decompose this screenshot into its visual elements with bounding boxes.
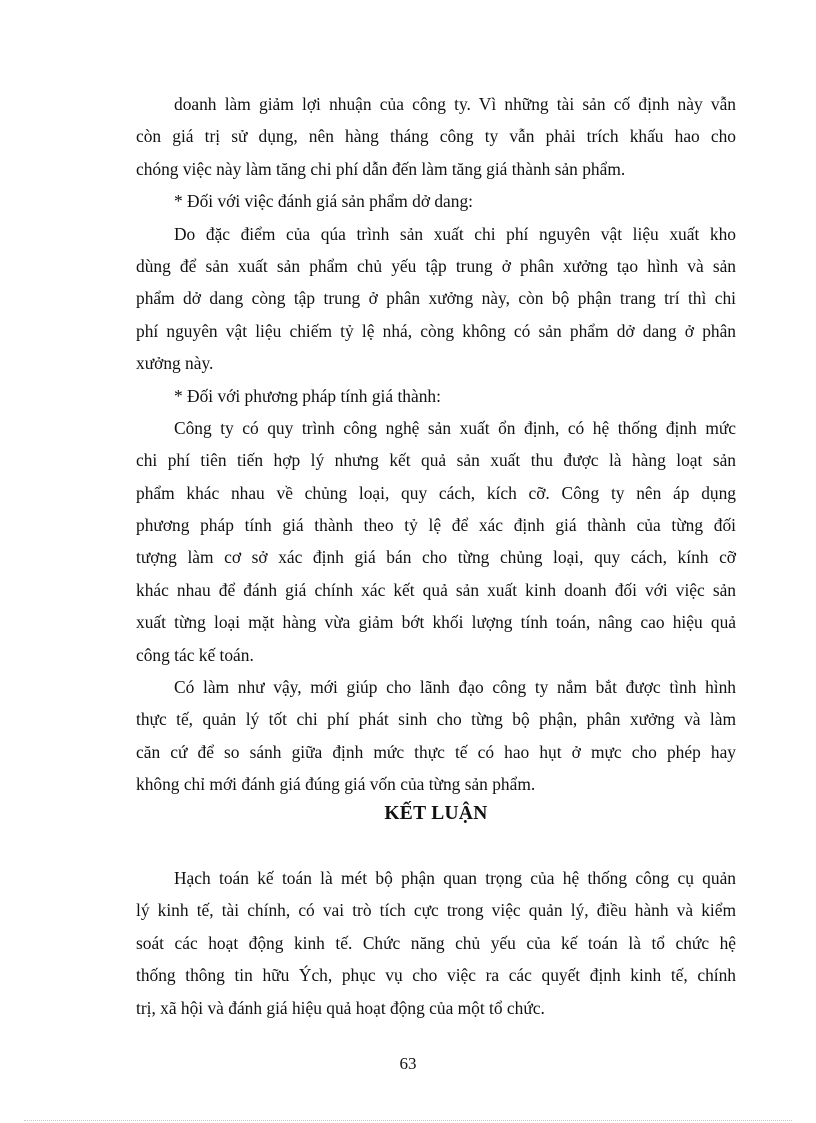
text-line: chóng việc này làm tăng chi phí dẫn đến làm tăng giá thành sản phẩm. [136,158,626,179]
text-line: khác nhau để đánh giá chính xác kết quả sản xuất kinh doanh đối với việc sản [136,579,736,600]
text-line: Do đặc điểm của qúa trình sản xuất chi phí nguyên vật liệu xuất kho [174,223,736,244]
text-line: không chỉ mới đánh giá đúng giá vốn của từng sản phẩm. [136,774,536,795]
text-line: căn cứ để so sánh giữa định mức thực tế có hao hụt ở mực cho phép hay [136,741,736,762]
text-line: xuất từng loại mặt hàng vừa giảm bớt khối lượng tính toán, nâng cao hiệu quả [136,612,736,633]
text-line: doanh làm giảm lợi nhuận của công ty. Vì những tài sản cố định này vẫn [174,94,736,114]
text-line: phí nguyên vật liệu chiếm tỷ lệ nhá, còng không có sản phẩm dở dang ở phân [136,320,736,341]
text-line: thống thông tin hữu Ých, phục vụ cho việc ra các quyết định kinh tế, chính [136,965,736,986]
text-line: Hạch toán kế toán là mét bộ phận quan trọng của hệ thống công cụ quản [174,868,736,888]
text-line: dùng để sản xuất sản phẩm chủ yếu tập trung ở phân xưởng tạo hình và sản [136,255,736,276]
text-line: trị, xã hội và đánh giá hiệu quả hoạt động của một tổ chức. [136,997,545,1018]
text-line: soát các hoạt động kinh tế. Chức năng chủ yếu của kế toán là tổ chức hệ [136,932,736,953]
text-line: * Đối với phương pháp tính giá thành: [174,385,441,406]
text-line: Công ty có quy trình công nghệ sản xuất ổn định, có hệ thống định mức [174,417,736,438]
text-line: còn giá trị sử dụng, nên hàng tháng công ty vẫn phải trích khấu hao cho [136,126,736,147]
text-line: công tác kế toán. [136,644,254,665]
body-text [136,88,736,801]
text-line: lý kinh tế, tài chính, có vai trò tích cực trong việc quản lý, điều hành và kiểm [136,900,736,921]
text-line: phẩm khác nhau về chủng loại, quy cách, kích cỡ. Công ty nên áp dụng [136,482,736,503]
text-line: tượng làm cơ sở xác định giá bán cho từng chủng loại, quy cách, kính cỡ [136,547,736,568]
text-line: thực tế, quản lý tốt chi phí phát sinh cho từng bộ phận, phân xưởng và làm [136,709,736,730]
text-line: Có làm như vậy, mới giúp cho lãnh đạo công ty nắm bắt được tình hình [174,677,736,698]
text-line: phẩm dở dang còng tập trung ở phân xưởng này, còn bộ phận trang trí thì chi [136,288,736,309]
page-bottom-rule [24,1120,792,1121]
page-number: 63 [399,1054,417,1073]
text-line: phương pháp tính giá thành theo tỷ lệ để xác định giá thành của từng đối [136,515,736,536]
section-heading: KẾT LUẬN [384,803,488,824]
text-line: chi phí tiên tiến hợp lý nhưng kết quả sản xuất thu được là hàng loạt sản [136,450,736,471]
text-line: * Đối với việc đánh giá sản phẩm dở dang: [174,191,473,212]
conclusion-text [136,862,736,1024]
text-line: xưởng này. [136,353,214,374]
